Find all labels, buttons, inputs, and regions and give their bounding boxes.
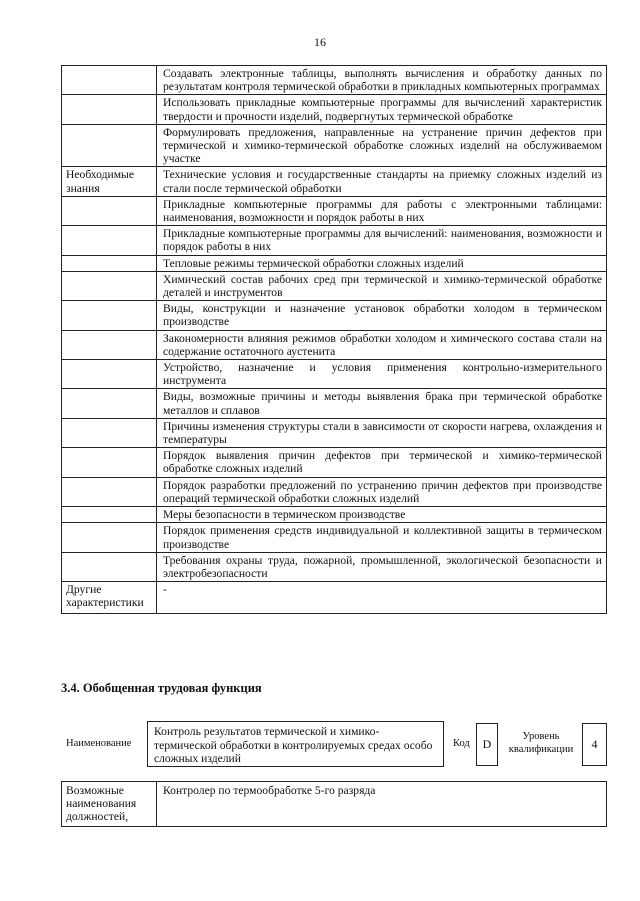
table-row	[62, 507, 607, 523]
knowledge-label-cell	[62, 196, 157, 225]
knowledge-label-cell	[62, 360, 157, 389]
knowledge-label-cell	[62, 523, 157, 552]
knowledge-label-cell	[62, 255, 157, 271]
knowledge-label-cell	[62, 552, 157, 581]
knowledge-label-cell	[62, 418, 157, 447]
knowledge-item: Прикладные компьютерные программы для вычислений: наименования, возможности и порядок работы в них	[157, 226, 607, 255]
knowledge-label-cell	[62, 271, 157, 300]
skills-label-cell	[62, 66, 157, 95]
knowledge-label-cell	[62, 448, 157, 477]
positions-table	[61, 781, 607, 827]
table-row	[62, 255, 607, 271]
table-row	[62, 226, 607, 255]
table-row	[62, 95, 607, 124]
knowledge-label-cell	[62, 477, 157, 506]
section-heading: 3.4. Обобщенная трудовая функция	[61, 681, 262, 695]
knowledge-item: Технические условия и государственные стандарты на приемку сложных изделий из стали после термической обработки	[157, 167, 607, 196]
table-row	[62, 477, 607, 506]
requirements-table	[61, 65, 607, 614]
table-row	[62, 448, 607, 477]
other-characteristics-label: Другие характеристики	[62, 582, 157, 614]
skill-item: Использовать прикладные компьютерные программы для вычислений характеристик твердости и прочности изделий, подвергнутых термической обработке	[157, 95, 607, 124]
knowledge-item: Прикладные компьютерные программы для работы с электронными таблицами: наименования, возможности и порядок работы в них	[157, 196, 607, 225]
knowledge-label-cell	[62, 226, 157, 255]
positions-value: Контролер по термообработке 5-го разряда	[157, 782, 607, 827]
table-row	[62, 66, 607, 95]
skill-item: Формулировать предложения, направленные на устранение причин дефектов при термической и химико-термической обработке сложных изделий на обслуживаемом участке	[157, 124, 607, 167]
table-row	[62, 124, 607, 167]
table-row	[62, 418, 607, 447]
function-title: Контроль результатов термической и химико-термической обработки в контролируемых средах особо сложных изделий	[147, 721, 444, 767]
knowledge-item: Требования охраны труда, пожарной, промышленной, экологической безопасности и электробезопасности	[157, 552, 607, 581]
table-row	[62, 167, 607, 196]
table-row	[62, 196, 607, 225]
function-name-label: Наименование	[66, 738, 132, 749]
knowledge-label-cell	[62, 330, 157, 359]
skills-label-cell	[62, 124, 157, 167]
table-row	[62, 523, 607, 552]
knowledge-item: Причины изменения структуры стали в зависимости от скорости нагрева, охлаждения и температуры	[157, 418, 607, 447]
knowledge-item: Тепловые режимы термической обработки сложных изделий	[157, 255, 607, 271]
other-characteristics-value: -	[157, 582, 607, 614]
knowledge-item: Химический состав рабочих сред при термической и химико-термической обработке деталей и инструментов	[157, 271, 607, 300]
positions-label: Возможные наименования должностей,	[62, 782, 157, 827]
function-code-label: Код	[453, 738, 470, 749]
table-row	[62, 552, 607, 581]
knowledge-label-cell	[62, 301, 157, 330]
knowledge-item: Порядок разработки предложений по устранению причин дефектов при производстве операций термической обработки сложных изделий	[157, 477, 607, 506]
skill-item: Создавать электронные таблицы, выполнять вычисления и обработку данных по результатам контроля термической обработки в прикладных компьютерных программах	[157, 66, 607, 95]
skills-label-cell	[62, 95, 157, 124]
table-row	[62, 330, 607, 359]
table-row	[62, 360, 607, 389]
knowledge-item: Порядок выявления причин дефектов при термической и химико-термической обработке сложных изделий	[157, 448, 607, 477]
knowledge-item: Закономерности влияния режимов обработки холодом и химического состава стали на содержание остаточного аустенита	[157, 330, 607, 359]
qualification-level-label: Уровень квалификации	[508, 731, 574, 755]
table-row	[62, 301, 607, 330]
function-code: D	[476, 723, 498, 766]
page-number: 16	[314, 35, 326, 49]
knowledge-label-cell	[62, 507, 157, 523]
knowledge-item: Виды, возможные причины и методы выявления брака при термической обработке металлов и сплавов	[157, 389, 607, 418]
table-row	[62, 582, 607, 614]
table-row	[62, 782, 607, 827]
knowledge-label-cell	[62, 389, 157, 418]
table-row	[62, 389, 607, 418]
table-row	[62, 271, 607, 300]
knowledge-item: Устройство, назначение и условия применения контрольно-измерительного инструмента	[157, 360, 607, 389]
knowledge-item: Виды, конструкции и назначение установок обработки холодом в термическом производстве	[157, 301, 607, 330]
qualification-level: 4	[582, 723, 607, 766]
knowledge-item: Порядок применения средств индивидуальной и коллективной защиты в термическом производстве	[157, 523, 607, 552]
knowledge-label: Необходимые знания	[62, 167, 157, 196]
knowledge-item: Меры безопасности в термическом производстве	[157, 507, 607, 523]
